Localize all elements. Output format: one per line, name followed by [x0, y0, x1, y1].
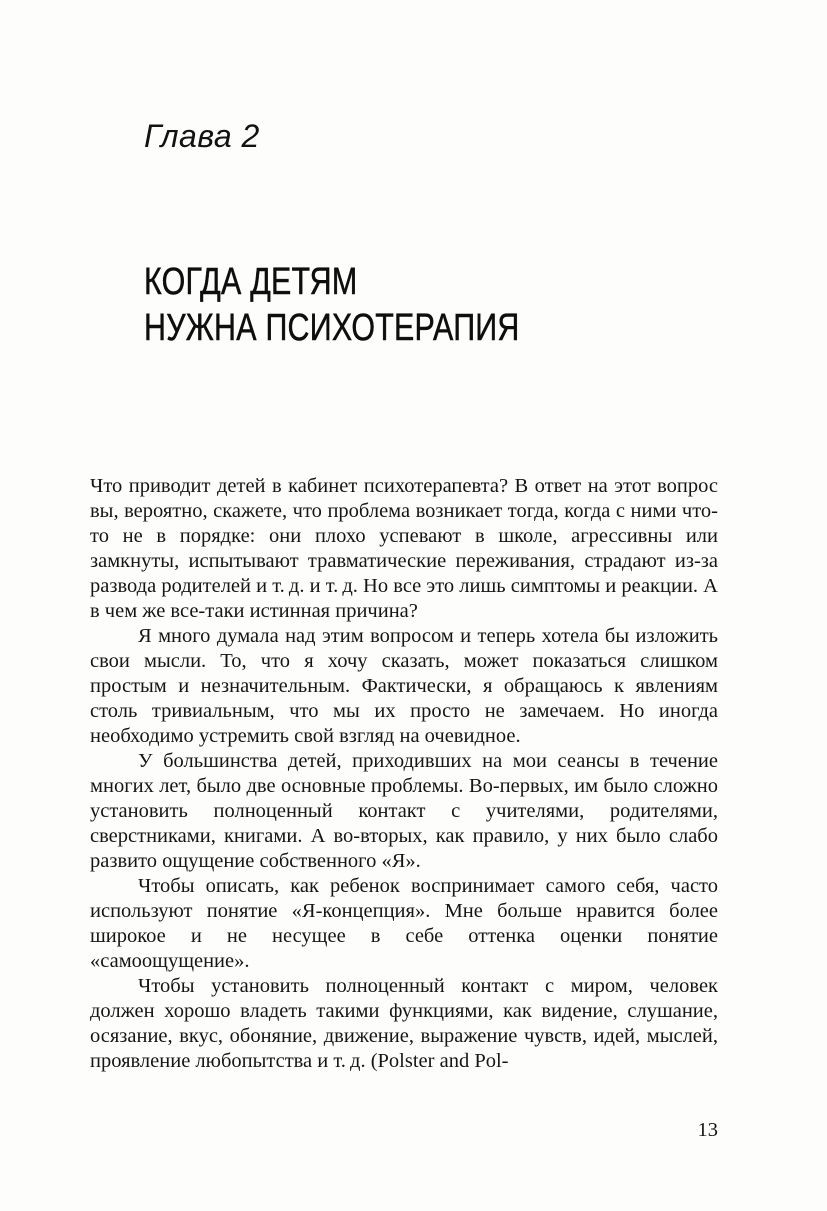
chapter-label: Глава 2 — [144, 118, 260, 154]
paragraph: Я много думала над этим вопросом и теперь хотела бы изложить свои мысли. То, что я хочу сказать, может показаться слишком простым и незначительным. Фактически, я обращаюсь к явлениям столь тривиальным, что мы их просто не замечаем. Но иногда необходимо устремить свой взгляд на очевидное. — [90, 625, 718, 747]
chapter-title-line-2: НУЖНА ПСИХОТЕРАПИЯ — [144, 307, 520, 349]
page-number: 13 — [697, 1119, 718, 1141]
paragraph: Чтобы установить полноценный контакт с миром, человек должен хорошо владеть такими функциями, как видение, слушание, осязание, вкус, обоняние, движение, выражение чувств, идей, мыслей, проявление любопытства и т. д. (Polster and Pol- — [90, 975, 718, 1072]
paragraph: Что приводит детей в кабинет психотерапевта? В ответ на этот вопрос вы, вероятно, скажете, что проблема возникает тогда, когда с ними что-то не в порядке: они плохо успевают в школе, агрессивны или замкнуты, испытывают травматические переживания, страдают из-за развода родителей и т. д. и т. д. Но все это лишь симптомы и реакции. А в чем же все-таки истинная причина? — [90, 475, 718, 622]
paragraph: У большинства детей, приходивших на мои сеансы в течение многих лет, было две основные проблемы. Во-первых, им было сложно установить полноценный контакт с учителями, родителями, сверстниками, книгами. А во-вторых, как правило, у них было слабо развито ощущение собственного «Я». — [90, 750, 718, 872]
chapter-title — [144, 259, 520, 351]
chapter-title-line-1: КОГДА ДЕТЯМ — [144, 261, 358, 303]
paragraph: Чтобы описать, как ребенок воспринимает самого себя, часто используют понятие «Я-концепция». Мне больше нравится более широкое и не несущее в себе оттенка оценки понятие «самоощущение». — [90, 875, 718, 972]
body-text — [90, 474, 718, 1074]
